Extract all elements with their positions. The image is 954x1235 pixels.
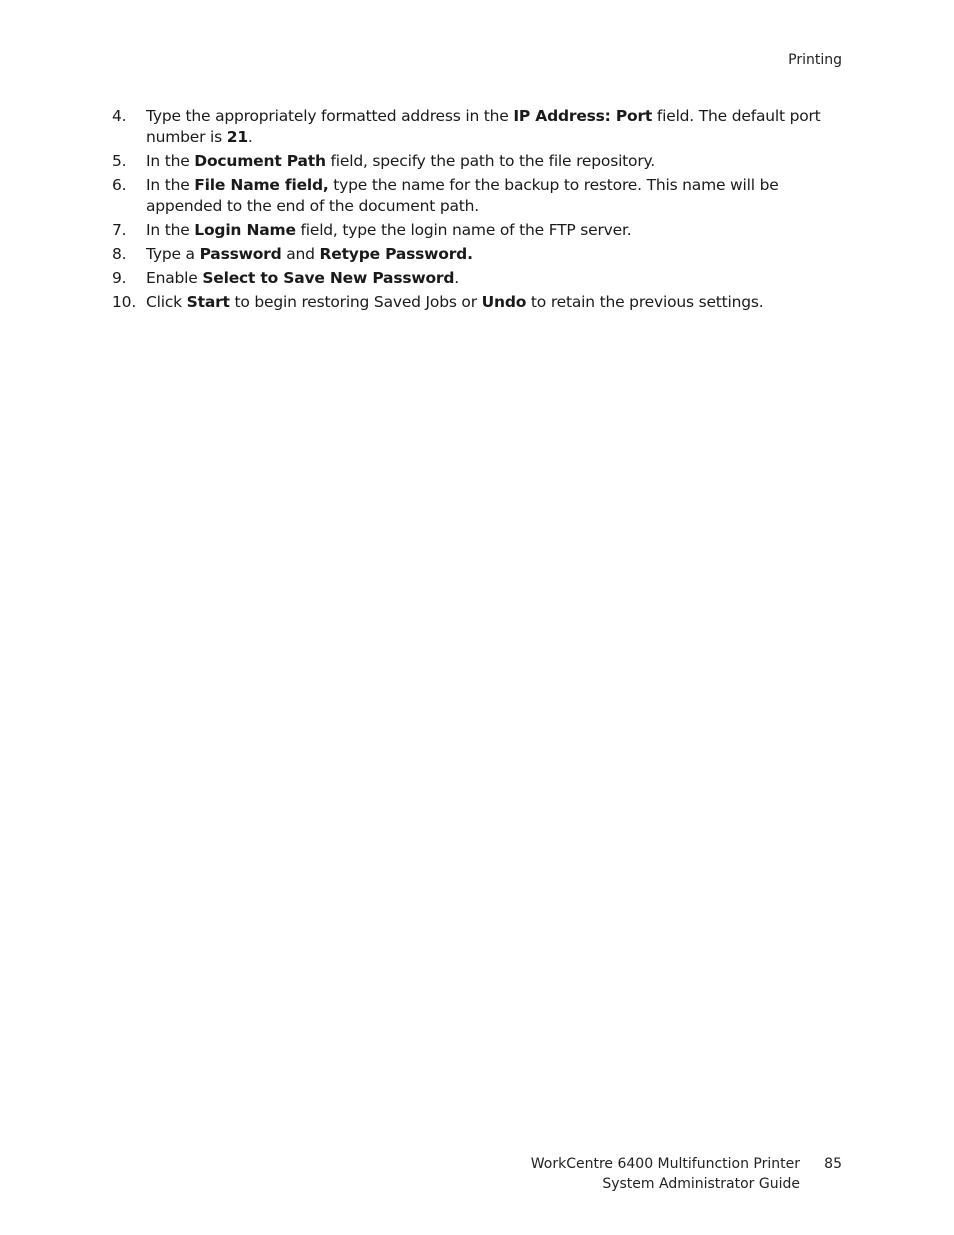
step-number: 10. (112, 293, 137, 311)
step-text: In the (146, 221, 195, 239)
step-item (0, 175, 954, 217)
step-item (0, 244, 954, 265)
step-ui-term: File Name field, (194, 176, 329, 194)
step-item (0, 220, 954, 241)
step-text: field, type the login name of the FTP server. (295, 221, 632, 239)
step-item (0, 106, 954, 148)
step-text: In the (146, 176, 195, 194)
footer-document-title (531, 1155, 800, 1194)
step-text: to retain the previous settings. (526, 293, 764, 311)
step-number: 5. (112, 152, 127, 170)
step-item (0, 268, 954, 289)
step-number: 9. (112, 269, 127, 287)
step-number: 8. (112, 245, 127, 263)
footer-product-name: WorkCentre 6400 Multifunction Printer (530, 1156, 800, 1172)
step-ui-term: Select to Save New Password (202, 269, 455, 287)
step-number: 4. (112, 107, 127, 125)
step-text: . (247, 128, 253, 146)
step-ui-term: IP Address: Port (513, 107, 653, 125)
step-text: Enable (146, 269, 203, 287)
step-ui-term: Retype Password. (319, 245, 473, 263)
step-text: Click (146, 293, 187, 311)
step-ui-term: 21 (226, 128, 248, 146)
step-text: type the name for the backup to restore. This name will be appended to the end of the document path. (146, 176, 779, 215)
step-text: and (281, 245, 320, 263)
step-text: Type the appropriately formatted address in the (146, 107, 514, 125)
step-text: to begin restoring Saved Jobs or (229, 293, 482, 311)
step-ui-term: Undo (481, 293, 527, 311)
step-text: field. The default port number is (146, 107, 821, 146)
step-text: Type a (146, 245, 200, 263)
step-ui-term: Password (199, 245, 282, 263)
step-number: 7. (112, 221, 127, 239)
step-item (0, 292, 954, 313)
running-header-section: Printing (788, 52, 842, 68)
step-ui-term: Login Name (194, 221, 296, 239)
procedure-steps-list (0, 106, 954, 316)
page-number: 85 (824, 1156, 842, 1172)
step-number: 6. (112, 176, 127, 194)
step-ui-term: Document Path (194, 152, 326, 170)
step-ui-term: Start (186, 293, 230, 311)
step-item (0, 151, 954, 172)
step-text: . (454, 269, 460, 287)
step-text: field, specify the path to the file repository. (325, 152, 655, 170)
footer-guide-name: System Administrator Guide (602, 1175, 800, 1192)
step-text: In the (146, 152, 195, 170)
